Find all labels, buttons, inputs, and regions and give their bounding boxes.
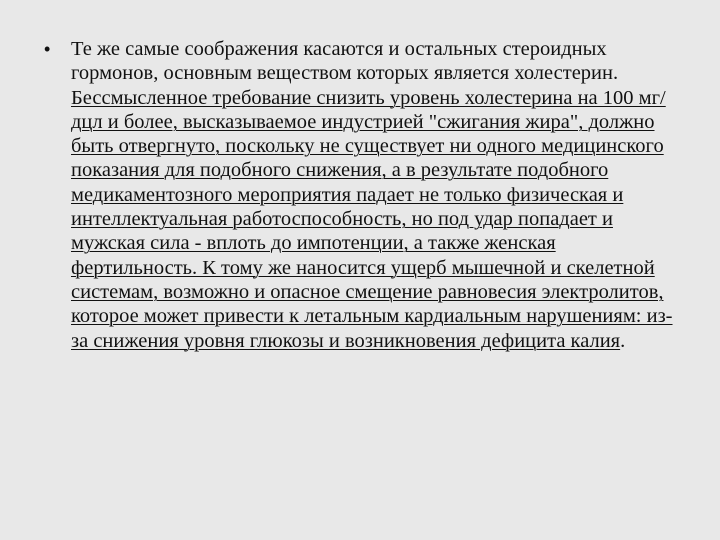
paragraph-text-end: .	[620, 329, 626, 352]
bullet-icon: •	[44, 39, 51, 59]
bullet-paragraph	[44, 37, 684, 353]
paragraph-underlined-text: Бессмысленное требование снизить уровень холестерина на 100 мг/дцл и более, высказываемое индустрией "сжигания жира", должно быть отвергнуто, поскольку не существует ни одного медицинского показания для подобного снижения, а в результате подобного медикаментозного мероприятия падает не только физическая и интеллектуальная работоспособность, но под удар попадает и мужская сила - вплоть до импотенции, а также женская фертильность. К тому же наносится ущерб мышечной и скелетной системам, возможно и опасное смещение равновесия электролитов, которое может привести к летальным кардиальным нарушениям: из-за снижения уровня глюкозы и возникновения дефицита калия	[71, 86, 673, 352]
paragraph-text-start: Те же самые соображения касаются и остальных стероидных гормонов, основным веществом которых является холестерин.	[71, 38, 619, 85]
bullet-list	[44, 37, 684, 353]
